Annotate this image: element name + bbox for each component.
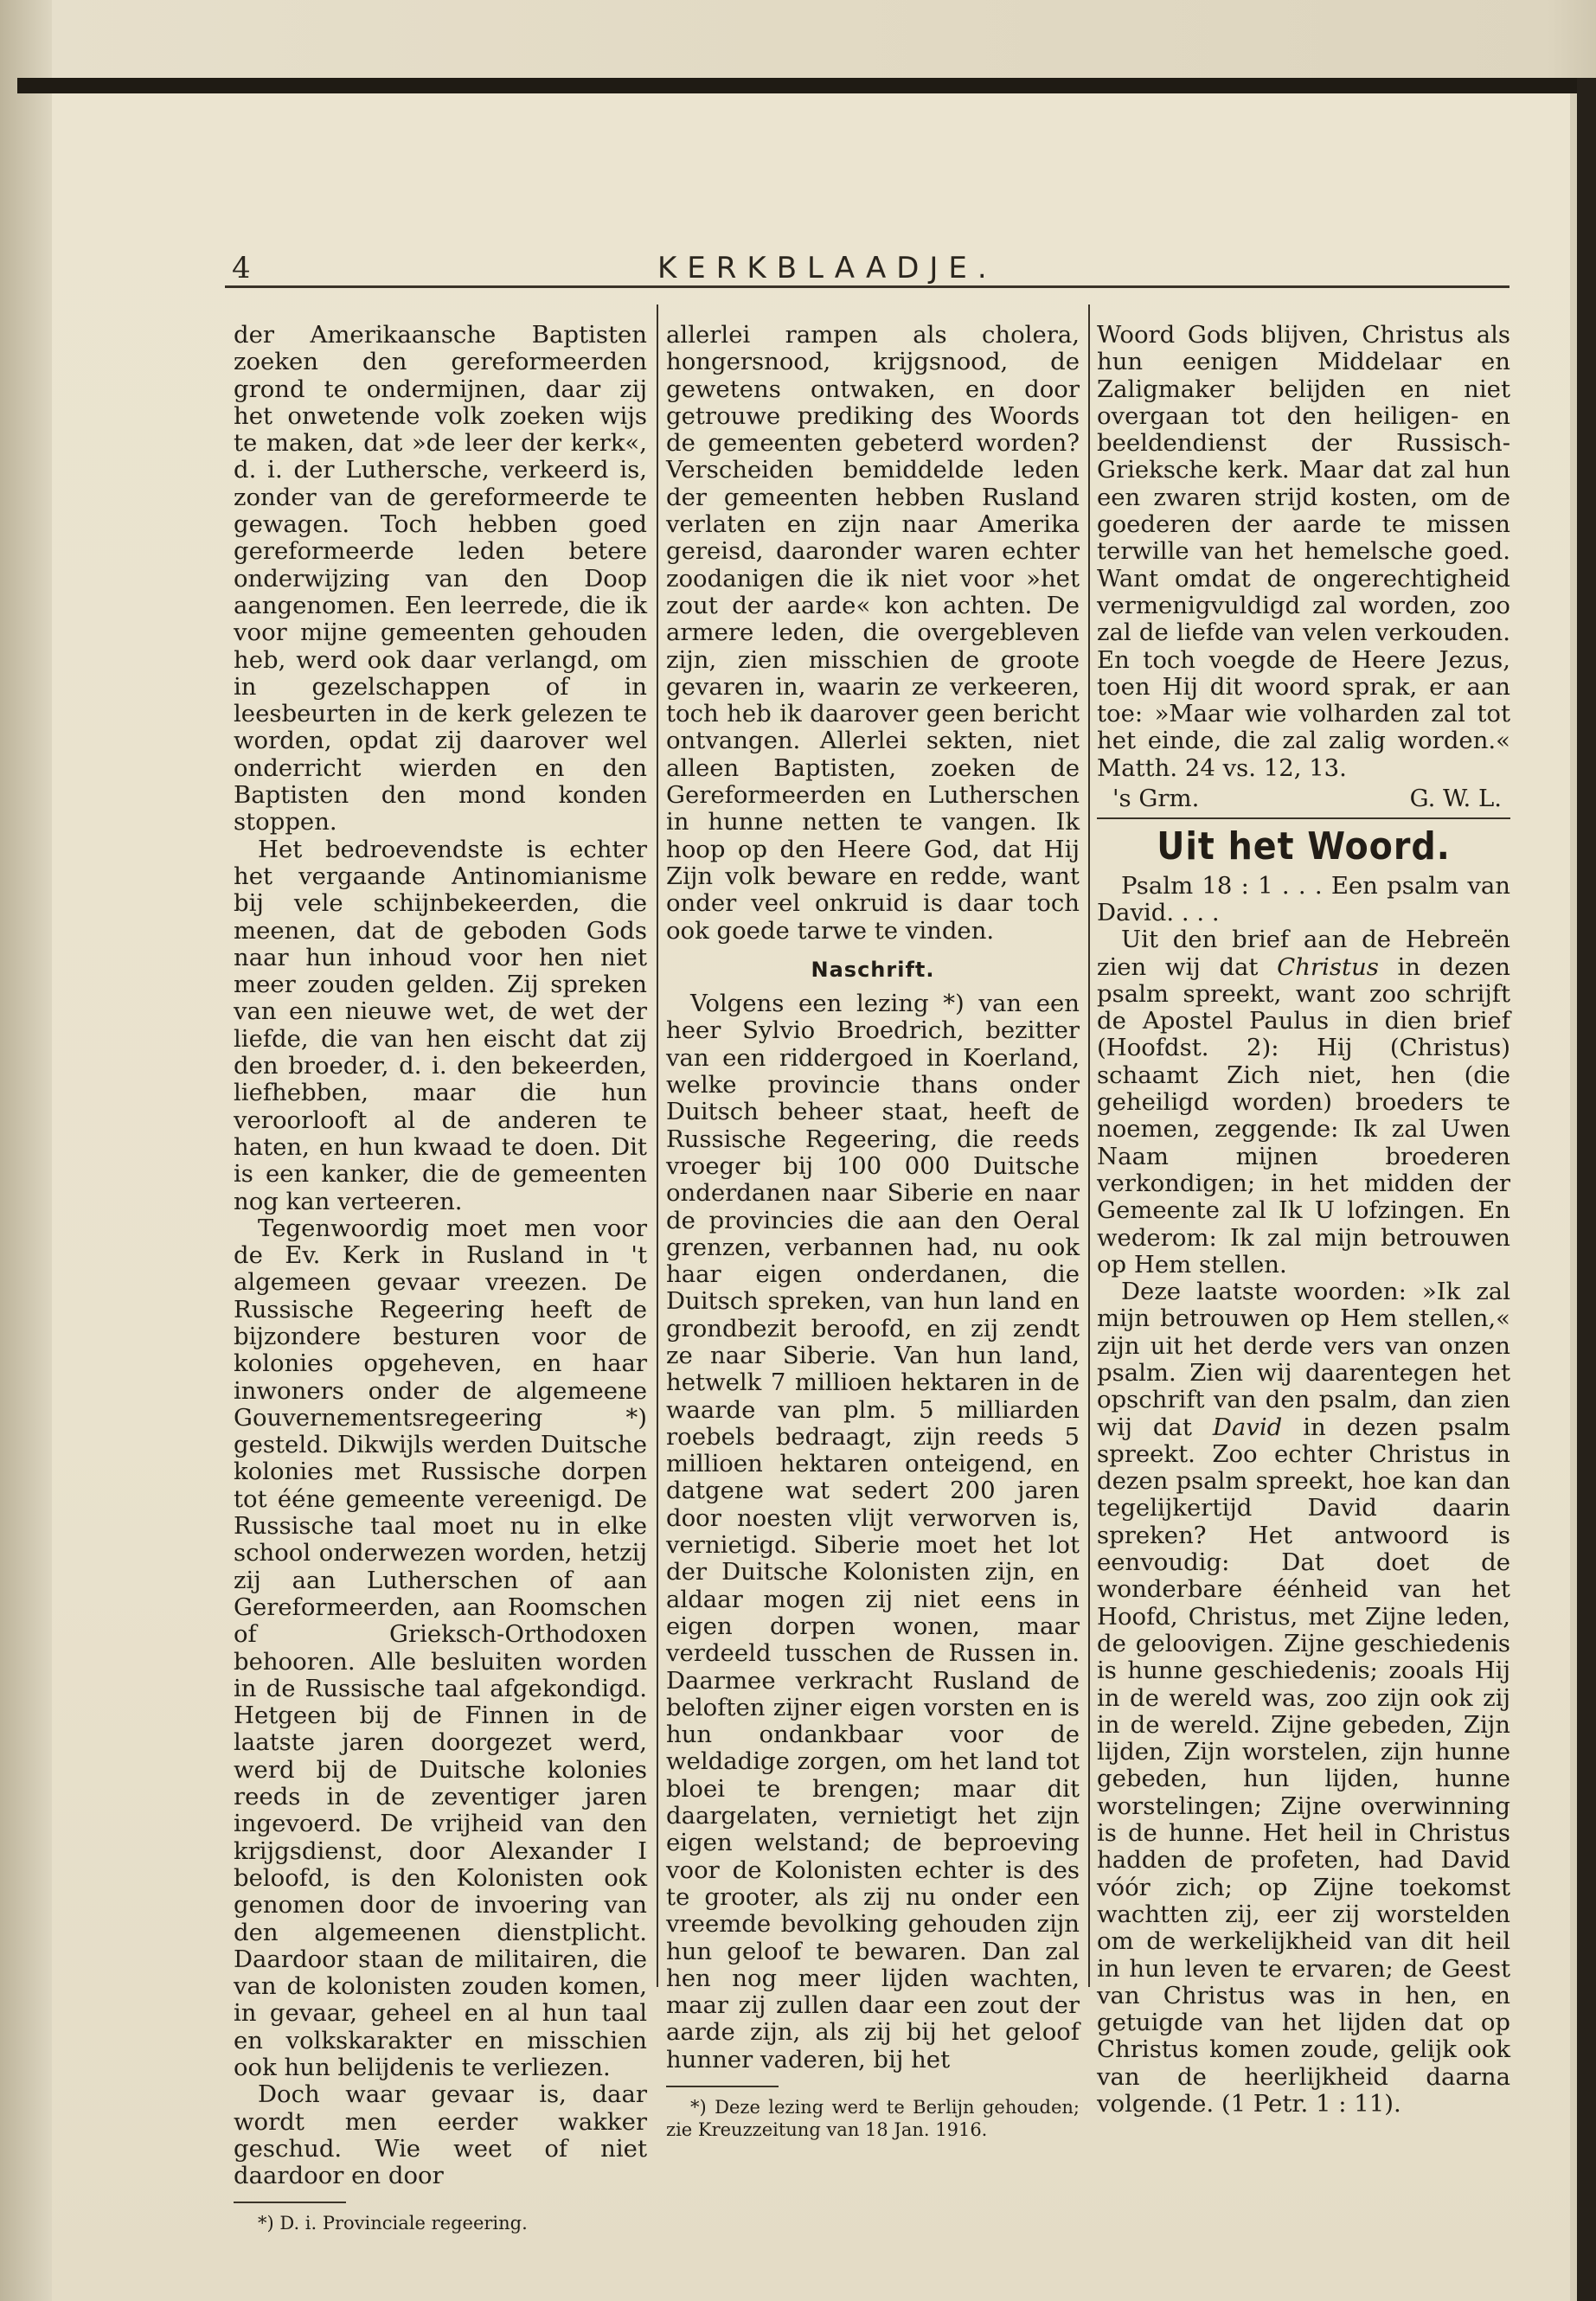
section-rule	[1097, 817, 1510, 819]
book-binding	[0, 0, 52, 2301]
cover-edge-top	[17, 78, 1596, 93]
section-title: Uit het Woord.	[1157, 824, 1451, 869]
cover-edge-right	[1577, 78, 1596, 2301]
paragraph: Tegenwoordig moet men voor de Ev. Kerk in Rusland in 't algemeen gevaar vreezen. De Russische Regeering heeft de bijzondere besturen voor de kolonies opgeheven, en haar inwoners onder de algemeene Gouvernementsregeering *) gesteld. Dikwijls werden Duitsche kolonies met Russische dorpen tot ééne gemeente vereenigd. De Russische taal moet nu in elke school onderwezen worden, hetzij zij aan Lutherschen of aan Gereformeerden, aan Roomschen of Grieksch-Orthodoxen behooren. Alle besluiten worden in de Russische taal afgekondigd. Hetgeen bij de Finnen in de laatste jaren doorgezet werd, werd bij de Duitsche kolonies reeds in de zeventiger jaren ingevoerd. De vrijheid van den krijgsdienst, door Alexander I beloofd, is den Kolonisten ook genomen door de invoering van den algemeenen dienstplicht. Daardoor staan de militairen, die van de kolonisten zouden komen, in gevaar, geheel en al hun taal en volkskarakter en misschien ook hun belijdenis te verliezen.	[234, 1214, 647, 2081]
paragraph: Doch waar gevaar is, daar wordt men eerder wakker geschud. Wie weet of niet daardoor en door	[234, 2080, 647, 2190]
italic-run: Christus	[1277, 952, 1379, 981]
column-divider-1	[657, 304, 658, 1987]
footnote-rule	[666, 2086, 779, 2087]
header-rule	[225, 285, 1509, 288]
paragraph: allerlei rampen als cholera, hongersnood, krijgsnood, de gewetens ontwaken, en door getrouwe prediking des Woords de gemeenten gebeterd worden? Verscheiden bemiddelde leden der gemeenten hebben Rusland verlaten en zijn naar Amerika gereisd, daaronder waren echter zoodanigen die ik niet voor »het zout der aarde« kon achten. De armere leden, die overgebleven zijn, zien misschien de groote gevaren in, waarin ze verkeeren, toch heb ik daarover geen bericht ontvangen. Allerlei sekten, niet alleen Baptisten, zoeken de Gereformeerden en Lutherschen in hunne netten te vangen. Ik hoop op den Heere God, dat Hij Zijn volk beware en redde, want onder veel onkruid is daar toch ook goede tarwe te vinden.	[666, 321, 1080, 945]
paragraph	[1097, 926, 1510, 1279]
column-divider-2	[1088, 304, 1090, 1987]
masthead-title: KERKBLAADJE.	[657, 251, 997, 285]
footnote-rule	[234, 2202, 346, 2203]
signature-line	[1097, 785, 1510, 812]
text-run: Deze laatste woorden: »Ik zal mijn betrouwen op Hem stellen,« zijn uit het derde vers van onzen psalm. Zien wij daarentegen het opschrift van den psalm, dan zien wij dat	[1097, 1278, 1510, 1441]
signature-initials: G. W. L.	[1409, 785, 1502, 813]
column-3	[1097, 322, 1510, 2118]
page-number: 4	[232, 251, 251, 285]
column-1	[234, 322, 647, 2234]
paragraph: Volgens een lezing *) van een heer Sylvio Broedrich, bezitter van een riddergoed in Koerland, welke provincie thans onder Duitsch beheer staat, heeft de Russische Regeering, die reeds vroeger bij 100 000 Duitsche onderdanen naar Siberie en naar de provincies die aan den Oeral grenzen, verbannen had, nu ook haar eigen onderdanen, die Duitsch spreken, van hun land en grondbezit beroofd, en zij zendt ze naar Siberie. Van hun land, hetwelk 7 millioen hektaren in de waarde van plm. 5 milliarden roebels bedraagt, zijn reeds 5 millioen hektaren onteigend, en datgene wat sedert 200 jaren door noesten vlijt verworven is, vernietigd. Siberie moet het lot der Duitsche Kolonisten zijn, en aldaar mogen zij niet eens in eigen dorpen wonen, maar verdeeld tusschen de Russen in. Daarmee verkracht Rusland de beloften zijner eigen vorsten en is hun ondankbaar voor de weldadige zorgen, om het land tot bloei te brengen; maar dit daargelaten, vernietigt het zijn eigen welstand; de beproeving voor de Kolonisten echter is des te grooter, als zij nu onder een vreemde bevolking gehouden zijn hun geloof te bewaren. Dan zal hen nog meer lijden wachten, maar zij zullen daar een zout der aarde zijn, als zij bij het geloof hunner vaderen, bij het	[666, 990, 1080, 2073]
footnote: *) Deze lezing werd te Berlijn gehouden; zie Kreuzzeitung van 18 Jan. 1916.	[666, 2097, 1080, 2140]
paragraph: Psalm 18 : 1 . . . Een psalm van David. . . .	[1097, 871, 1510, 926]
signature-place: 's Grm.	[1112, 785, 1200, 813]
paragraph	[1097, 1279, 1510, 2118]
italic-run: David	[1212, 1413, 1283, 1441]
text-run: in dezen psalm spreekt, want zoo schrijft de Apostel Paulus in dien brief (Hoofdst. 2): Hij (Christus) schaamt Zich niet, hen (die geheiligd worden) broeders te noemen, zeggende: Ik zal Uwen Naam mijnen broederen verkondigen; in het midden der Gemeente zal Ik U lofzingen. En wederom: Ik zal mijn betrouwen op Hem stellen.	[1097, 952, 1511, 1279]
footnote: *) D. i. Provinciale regeering.	[258, 2213, 528, 2234]
paragraph: Woord Gods blijven, Christus als hun eenigen Middelaar en Zaligmaker belijden en niet overgaan tot den heiligen- en beeldendienst der Russisch-Grieksche kerk. Maar dat zal hun een zwaren strijd kosten, om de goederen der aarde te missen terwille van het hemelsche goed. Want omdat de ongerechtigheid vermenigvuldigd zal worden, zoo zal de liefde van velen verkouden. En toch voegde de Heere Jezus, toen Hij dit woord sprak, er aan toe: »Maar wie volharden zal tot het einde, die zal zalig worden.« Matth. 24 vs. 12, 13.	[1097, 321, 1510, 782]
section-heading: Naschrift.	[811, 957, 935, 982]
text-run: Uit den brief aan de Hebreën zien wij dat	[1097, 926, 1510, 981]
text-run: in dezen psalm spreekt. Zoo echter Christus in dezen psalm spreekt, hoe kan dan tegelijkertijd David daarin spreken? Het antwoord is eenvoudig: Dat doet de wonderbare éénheid van het Hoofd, Christus, met Zijne leden, de geloovigen. Zijne geschiedenis is hunne geschiedenis; zooals Hij in de wereld was, zoo zijn ook zij in de wereld. Zijne gebeden, Zijn lijden, Zijn worstelen, zijn hunne gebeden, hun lijden, hunne worstelingen; Zijne overwinning is de hunne. Het heil in Christus hadden de profeten, had David vóór zich; op Zijne toekomst wachtten zij, eer zij worstelden om de werkelijkheid van dit heil in hun leven te ervaren; de Geest van Christus was in hen, en getuigde van het lijden dat op Christus komen zoude, gelijk ook van de heerlijkheid daarna volgende. (1 Petr. 1 : 11).	[1097, 1413, 1510, 2118]
paragraph: Het bedroevendste is echter het vergaande Antinomianisme bij vele schijnbekeerden, die meenen, dat de geboden Gods naar hun inhoud voor hen niet meer zouden gelden. Zij spreken van een nieuwe wet, de wet der liefde, die van hen eischt dat zij den broeder, d. i. den bekeerden, liefhebben, maar die hun veroorlooft al de anderen te haten, en hun kwaad te doen. Dit is een kanker, die de gemeenten nog kan verteeren.	[234, 835, 647, 1215]
paragraph: der Amerikaansche Baptisten zoeken den gereformeerden grond te ondermijnen, daar zij het onwetende volk zoeken wijs te maken, dat »de leer der kerk«, d. i. der Luthersche, verkeerd is, zonder van de gereformeerde te gewagen. Toch hebben goed gereformeerde leden betere onderwijzing van den Doop aangenomen. Een leerrede, die ik voor mijne gemeenten gehouden heb, werd ook daar verlangd, om in gezelschappen of in leesbeurten in de kerk gelezen te worden, opdat zij daarover wel onderricht wierden en den Baptisten den mond konden stoppen.	[234, 321, 647, 836]
column-2	[666, 322, 1080, 2141]
